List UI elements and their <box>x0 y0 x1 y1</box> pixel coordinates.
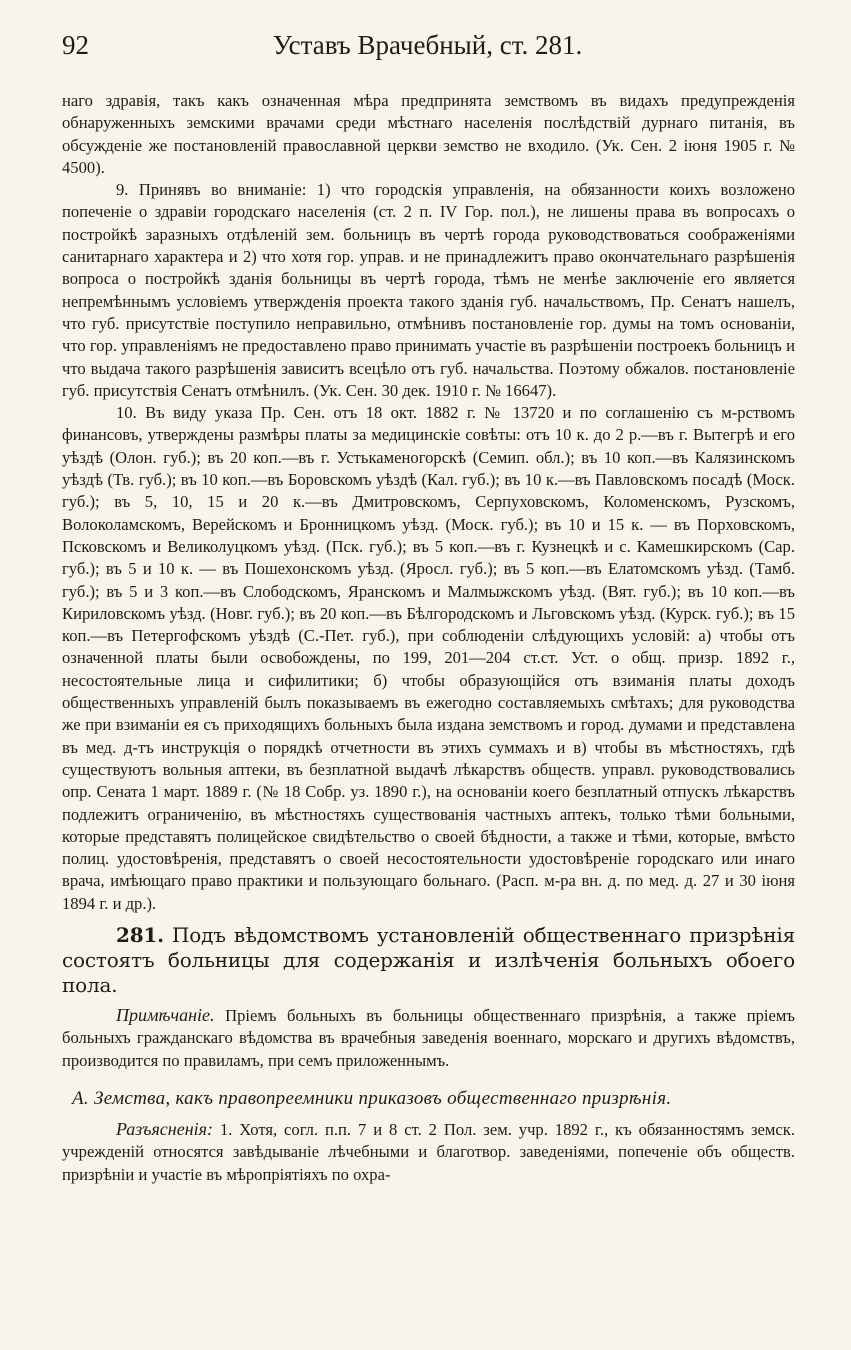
paragraph-item-10: 10. Въ виду указа Пр. Сен. отъ 18 окт. 1882 г. № 13720 и по соглашенію съ м-рствомъ финансовъ, утверждены размѣры платы за медицинскіе совѣты: отъ 10 к. до 2 р.—въ г. Вытегрѣ и его уѣздѣ (Олон. губ.); въ 20 коп.—въ г. Устькаменогорскѣ (Семип. обл.); въ 10 коп.—въ Калязинскомъ уѣздѣ (Тв. губ.); въ 10 коп.—въ Боровскомъ уѣздѣ (Кал. губ.); въ 10 к.—въ Павловскомъ посадѣ (Моск. губ.); въ 5, 10, 15 и 20 к.—въ Дмитровскомъ, Серпуховскомъ, Коломенскомъ, Рузскомъ, Волоколамскомъ, Верейскомъ и Бронницкомъ уѣзд. (Моск. губ.); въ 10 и 15 к. — въ Порховскомъ, Псковскомъ и Великолуцкомъ уѣзд. (Пск. губ.); въ 5 коп.—въ г. Кузнецкѣ и с. Камешкирскомъ (Сар. губ.); въ 5 и 10 к. — въ Пошехонскомъ уѣзд. (Яросл. губ.); въ 5 коп.—въ Елатомскомъ уѣзд. (Тамб. губ.); въ 5 и 3 коп.—въ Слободскомъ, Яранскомъ и Малмыжскомъ уѣзд. (Вят. губ.); въ 10 коп.—въ Кириловскомъ уѣзд. (Новг. губ.); въ 20 коп.—въ Бѣлгородскомъ и Льговскомъ уѣзд. (Курск. губ.); въ 15 коп.—въ Петергофскомъ уѣздѣ (С.-Пет. губ.), при соблюденіи слѣдующихъ условій: а) чтобы отъ означенной платы были освобождены, по 199, 201—204 ст.ст. Уст. о общ. призр. 1892 г., несостоятельные лица и сифилитики; б) чтобы образующійся отъ взиманія платы доходъ общественныхъ управленій былъ показываемъ въ ежегодно составляемыхъ смѣтахъ; для руководства же при взиманіи ея съ приходящихъ больныхъ была издана земствомъ и город. думами и представлена въ мед. д-тъ инструкція о порядкѣ отчетности въ этихъ суммахъ и в) чтобы въ мѣстностяхъ, гдѣ существуютъ вольныя аптеки, въ безплатной выдачѣ лѣкарствъ обществ. управл. руководствовались опр. Сената 1 март. 1889 г. (№ 18 Собр. уз. 1890 г.), на основаніи коего безплатный отпускъ лѣкарствъ подлежитъ ограниченію, въ мѣстностяхъ существованія частныхъ аптекъ, только тѣми больными, которые представятъ полицейское свидѣтельство о своей бѣдности, а также и тѣми, которые, вмѣсто полиц. удостовѣренія, представятъ о своей несостоятельности удостовѣреніе городскаго или инаго врача, имѣющаго право практики и пользующаго больнаго. (Расп. м-ра вн. д. по мед. д. 27 и 30 іюня 1894 г. и др.). <box>62 403 795 913</box>
article-number: 281. <box>116 922 164 947</box>
explanations-text: 1. Хотя, согл. п.п. 7 и 8 ст. 2 Пол. зем. учр. 1892 г., къ обязанностямъ земск. учрежденій относятся завѣдываніе лѣчебными и благотвор. заведеніями, попеченіе объ обществ. призрѣніи и участіе въ мѣропріятіяхъ по охра- <box>62 1120 795 1184</box>
note-label: Примѣчаніе. <box>116 1004 215 1025</box>
article-text: Подъ вѣдомствомъ установленій общественнаго призрѣнія состоятъ больницы для содержанія и излѣченія больныхъ обоего пола. <box>62 922 795 997</box>
article-note <box>62 1004 795 1072</box>
explanations <box>62 1118 795 1186</box>
article-281 <box>62 923 795 998</box>
paragraph-continuation: наго здравія, такъ какъ означенная мѣра предпринята земствомъ въ видахъ предупрежденія обнаруженныхъ земскими врачами среди мѣстнаго населенія послѣдствій дурнаго питанія, въ обсужденіе же постановленій православной церкви земство не входило. (Ук. Сен. 2 іюня 1905 г. № 4500). <box>62 91 795 177</box>
page-header <box>62 30 793 64</box>
page-body <box>62 90 795 1186</box>
note-text: Пріемъ больныхъ въ больницы общественнаго призрѣнія, а также пріемъ больныхъ гражданскаго вѣдомства въ врачебныя заведенія военнаго, морскаго и другихъ вѣдомствъ, производится по правиламъ, при семъ приложеннымъ. <box>62 1005 795 1070</box>
paragraph-item-9: 9. Принявъ во вниманіе: 1) что городскія управленія, на обязанности коихъ возложено попеченіе о здравіи городскаго населенія (ст. 2 п. IV Гор. пол.), не лишены права въ вопросахъ о постройкѣ заразныхъ отдѣленій зем. больницъ въ чертѣ города руководствоваться соображеніями санитарнаго характера и 2) что хотя гор. управ. и не принадлежитъ право окончательнаго разрѣшенія вопроса о постройкѣ зданія больницы въ чертѣ города, тѣмъ не менѣе заключеніе его является непремѣннымъ условіемъ утвержденія проекта такого зданія губ. начальствомъ, Пр. Сенатъ нашелъ, что губ. присутствіе поступило неправильно, отмѣнивъ постановленіе гор. думы на томъ основаніи, что гор. управленіямъ не предоставлено право принимать участіе въ разрѣшеніи построекъ больницъ и что выдача такого разрѣшенія зависитъ всецѣло отъ губ. начальства. Поэтому обжалов. постановленіе губ. присутствія Сенатъ отмѣнилъ. (Ук. Сен. 30 дек. 1910 г. № 16647). <box>62 180 795 400</box>
page-number: 92 <box>62 30 89 60</box>
explanations-label: Разъясненія: <box>116 1119 214 1140</box>
section-heading: А. Земства, какъ правопреемники приказовъ общественнаго призрѣнія. <box>72 1087 672 1109</box>
running-head: Уставъ Врачебный, ст. 281. <box>272 30 583 60</box>
